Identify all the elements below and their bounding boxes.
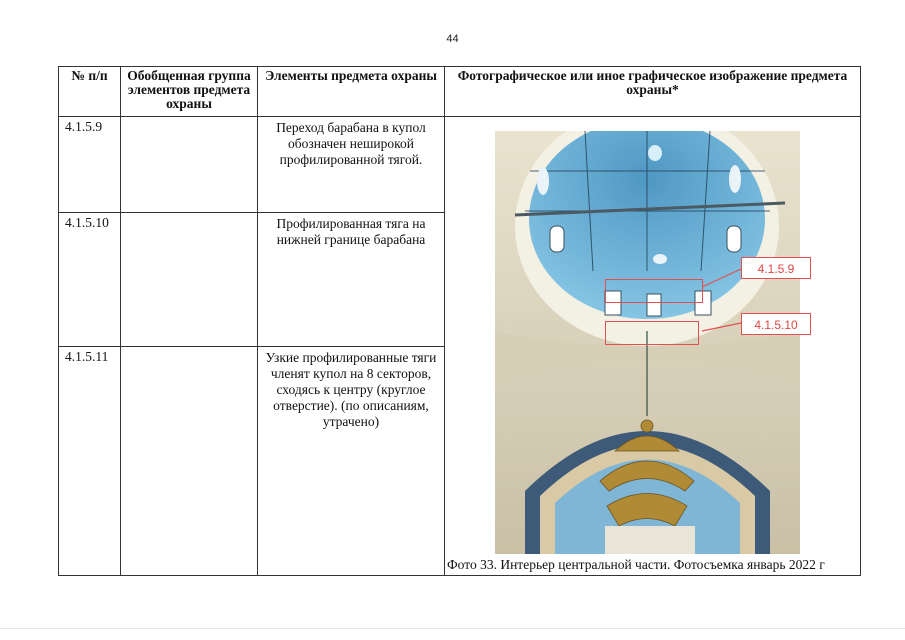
table-row bbox=[59, 117, 861, 213]
row-group bbox=[121, 117, 258, 213]
row-number: 4.1.5.10 bbox=[59, 213, 121, 347]
header-elements: Элементы предмета охраны bbox=[258, 67, 445, 117]
row-description: Переход барабана в купол обозначен неширокой профилированной тягой. bbox=[258, 117, 445, 213]
photo-cell bbox=[445, 117, 861, 576]
row-group bbox=[121, 213, 258, 347]
callout-leaders bbox=[700, 265, 745, 335]
table-header-row bbox=[59, 67, 861, 117]
row-number: 4.1.5.9 bbox=[59, 117, 121, 213]
header-group: Обобщенная группа элементов предмета охраны bbox=[121, 67, 258, 117]
callout-4-1-5-9: 4.1.5.9 bbox=[741, 257, 811, 279]
highlight-transition-band bbox=[605, 279, 703, 303]
callout-4-1-5-10: 4.1.5.10 bbox=[741, 313, 811, 335]
page-number: 44 bbox=[446, 33, 459, 45]
dome-interior-photo bbox=[495, 131, 800, 554]
protection-table bbox=[58, 66, 861, 576]
scan-edge-line bbox=[0, 628, 905, 629]
photo-caption: Фото 33. Интерьер центральной части. Фотосъемка январь 2022 г bbox=[447, 557, 825, 572]
row-description: Профилированная тяга на нижней границе барабана bbox=[258, 213, 445, 347]
row-number: 4.1.5.11 bbox=[59, 347, 121, 576]
row-description: Узкие профилированные тяги членят купол на 8 секторов, сходясь к центру (круглое отверстие). (по описаниям, утрачено) bbox=[258, 347, 445, 576]
header-photo: Фотографическое или иное графическое изображение предмета охраны* bbox=[445, 67, 861, 117]
header-number: № п/п bbox=[59, 67, 121, 117]
highlight-lower-band bbox=[605, 321, 699, 345]
row-group bbox=[121, 347, 258, 576]
